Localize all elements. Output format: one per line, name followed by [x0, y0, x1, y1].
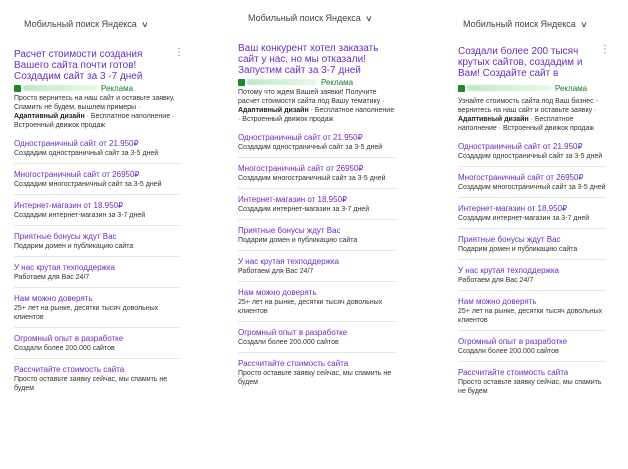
sitelink[interactable] — [458, 331, 606, 362]
ad-column-2 — [238, 0, 396, 392]
sitelink-title[interactable]: Многостраничный сайт от 26950₽ — [238, 164, 364, 173]
sitelink-desc: Подарим домен и публикацию сайта — [238, 237, 358, 244]
search-header-label: Мобильный поиск Яндекса — [248, 13, 361, 23]
sitelink[interactable] — [238, 282, 396, 322]
sitelink-desc: Просто оставьте заявку сейчас, мы спамить не будем — [14, 376, 168, 392]
sitelink-title[interactable]: Нам можно доверять — [238, 288, 317, 297]
ad-domain-row — [14, 83, 180, 93]
sitelink[interactable] — [458, 291, 606, 331]
sitelink-title[interactable]: Огромный опыт в разработке — [14, 334, 124, 343]
sitelink-title[interactable]: Нам можно доверять — [14, 294, 93, 303]
sitelink-title[interactable]: Рассчитайте стоимость сайта — [458, 368, 569, 377]
more-vertical-icon[interactable]: ⋮ — [600, 44, 610, 55]
sitelink-desc: Подарим домен и публикацию сайта — [458, 246, 578, 253]
sitelink-desc: Создадим одностраничный сайт за 3-5 дней — [458, 153, 603, 160]
sitelink-desc: Создали более 200.000 сайтов — [238, 339, 339, 346]
sitelink-desc: Создадим одностраничный сайт за 3-5 дней — [238, 144, 383, 151]
sitelink-title[interactable]: Огромный опыт в разработке — [238, 328, 348, 337]
ad-card — [14, 47, 184, 398]
ad-description: Узнайте стоимость сайта под Ваш бизнес - вернитесь на наш сайт и оставьте заявку · Адаптивный дизайн · Бесплатное наполнение · Встроенный движок продаж — [458, 98, 598, 132]
sitelink-title[interactable]: Интернет-магазин от 18.950₽ — [458, 204, 568, 213]
sitelink[interactable] — [14, 226, 180, 257]
ad-label: Реклама — [555, 83, 588, 93]
ad-label: Реклама — [101, 83, 134, 93]
sitelink[interactable] — [14, 288, 180, 328]
ad-description: Потому что ждем Вашей заявки! Получите расчет стоимости сайта под Вашу тематику · Адаптивный дизайн · Бесплатное наполнение · Встроенный движок продаж — [238, 89, 395, 123]
sitelink-title[interactable]: Приятные бонусы ждут Вас — [458, 235, 561, 244]
ad-domain-row — [238, 77, 396, 87]
sitelink-title[interactable]: Многостраничный сайт от 26950₽ — [458, 173, 584, 182]
sitelink[interactable] — [238, 353, 396, 392]
sitelink-desc: 25+ лет на рынке, десятки тысяч довольных клиентов — [238, 299, 383, 315]
blurred-domain — [247, 79, 317, 85]
sitelink[interactable] — [458, 362, 606, 401]
sitelink-title[interactable]: Интернет-магазин от 18.950₽ — [238, 195, 348, 204]
ad-column-3 — [458, 0, 610, 401]
sitelinks — [238, 127, 396, 392]
ad-title[interactable]: Расчет стоимости создания Вашего сайта почти готов! Создадим сайт за 3 -7 дней — [14, 49, 143, 82]
sitelink-title[interactable]: Нам можно доверять — [458, 297, 537, 306]
search-header[interactable] — [463, 18, 606, 30]
favicon-icon — [238, 79, 245, 86]
sitelink-desc: Создали более 200.000 сайтов — [14, 345, 115, 352]
sitelink[interactable] — [238, 251, 396, 282]
blurred-domain — [467, 85, 551, 91]
sitelink-title[interactable]: Рассчитайте стоимость сайта — [14, 365, 125, 374]
sitelink-desc: Просто оставьте заявку сейчас, мы спамить не будем — [458, 379, 602, 395]
search-header-label: Мобильный поиск Яндекса — [24, 19, 137, 29]
sitelink-desc: Работаем для Вас 24/7 — [14, 274, 90, 281]
sitelink-desc: Работаем для Вас 24/7 — [458, 277, 534, 284]
blurred-domain — [23, 85, 97, 91]
sitelink[interactable] — [14, 328, 180, 359]
ad-card — [458, 44, 610, 401]
sitelink[interactable] — [14, 164, 180, 195]
sitelink[interactable] — [458, 260, 606, 291]
search-header[interactable] — [24, 18, 180, 30]
sitelink-desc: Создали более 200.000 сайтов — [458, 348, 559, 355]
sitelink[interactable] — [458, 136, 606, 167]
sitelink[interactable] — [238, 158, 396, 189]
sitelink[interactable] — [238, 189, 396, 220]
ad-title[interactable]: Ваш конкурент хотел заказать сайт у нас, но мы отказали! Запустим сайт за 3-7 дней — [238, 43, 379, 76]
sitelink-desc: Просто оставьте заявку сейчас, мы спамить не будем — [238, 370, 392, 386]
sitelink-title[interactable]: Одностраничный сайт от 21.950₽ — [14, 139, 139, 148]
sitelink-title[interactable]: У нас крутая техподдержка — [238, 257, 339, 266]
sitelink-title[interactable]: У нас крутая техподдержка — [458, 266, 559, 275]
sitelink[interactable] — [14, 195, 180, 226]
sitelink[interactable] — [14, 257, 180, 288]
chevron-down-icon[interactable]: ∨ — [364, 14, 373, 23]
sitelink[interactable] — [14, 359, 180, 398]
search-header-label: Мобильный поиск Яндекса — [463, 19, 576, 29]
sitelink[interactable] — [238, 127, 396, 158]
sitelink-title[interactable]: Одностраничный сайт от 21.950₽ — [238, 133, 363, 142]
sitelink-desc: Подарим домен и публикацию сайта — [14, 243, 134, 250]
ad-description: Просто вернитесь на наш сайт и оставьте заявку. Спамить не будем, вышлем примеры · Адаптивный дизайн · Бесплатное наполнение · Встроенный движок продаж — [14, 95, 175, 129]
favicon-icon — [14, 85, 21, 92]
chevron-down-icon[interactable]: ∨ — [579, 20, 588, 29]
sitelink[interactable] — [458, 198, 606, 229]
sitelink-desc: Создадим одностраничный сайт за 3-5 дней — [14, 150, 159, 157]
sitelink[interactable] — [238, 322, 396, 353]
sitelink-desc: Создадим интернет-магазин за 3-7 дней — [238, 206, 370, 213]
favicon-icon — [458, 85, 465, 92]
sitelink-title[interactable]: Многостраничный сайт от 26950₽ — [14, 170, 140, 179]
sitelink-desc: Создадим многостраничный сайт за 3-5 дней — [238, 175, 386, 182]
sitelink-title[interactable]: Одностраничный сайт от 21.950₽ — [458, 142, 583, 151]
sitelink[interactable] — [458, 167, 606, 198]
sitelink-title[interactable]: Интернет-магазин от 18.950₽ — [14, 201, 124, 210]
chevron-down-icon[interactable]: ∨ — [140, 20, 149, 29]
sitelink-desc: 25+ лет на рынке, десятки тысяч довольных клиентов — [458, 308, 603, 324]
sitelink-title[interactable]: У нас крутая техподдержка — [14, 263, 115, 272]
ad-title[interactable]: Создали более 200 тысяч крутых сайтов, создадим и Вам! Создайте сайт в — [458, 46, 583, 79]
sitelink[interactable] — [14, 133, 180, 164]
sitelink-desc: Создадим интернет-магазин за 3-7 дней — [14, 212, 146, 219]
more-vertical-icon[interactable]: ⋮ — [174, 47, 184, 58]
sitelink-desc: Создадим интернет-магазин за 3-7 дней — [458, 215, 590, 222]
sitelinks — [14, 133, 180, 398]
sitelink-desc: Создадим многостраничный сайт за 3-5 дней — [14, 181, 162, 188]
sitelink-desc: Работаем для Вас 24/7 — [238, 268, 314, 275]
search-header[interactable] — [248, 12, 396, 24]
sitelink[interactable] — [458, 229, 606, 260]
ad-card — [238, 43, 396, 392]
sitelink-desc: Создадим многостраничный сайт за 3-5 дней — [458, 184, 606, 191]
sitelink-title[interactable]: Приятные бонусы ждут Вас — [14, 232, 117, 241]
ad-column-1 — [14, 0, 184, 398]
sitelinks — [458, 136, 606, 401]
sitelink-desc: 25+ лет на рынке, десятки тысяч довольных клиентов — [14, 305, 159, 321]
sitelink[interactable] — [238, 220, 396, 251]
sitelink-title[interactable]: Огромный опыт в разработке — [458, 337, 568, 346]
sitelink-title[interactable]: Приятные бонусы ждут Вас — [238, 226, 341, 235]
ad-domain-row — [458, 80, 606, 96]
sitelink-title[interactable]: Рассчитайте стоимость сайта — [238, 359, 349, 368]
ad-label: Реклама — [321, 77, 354, 87]
